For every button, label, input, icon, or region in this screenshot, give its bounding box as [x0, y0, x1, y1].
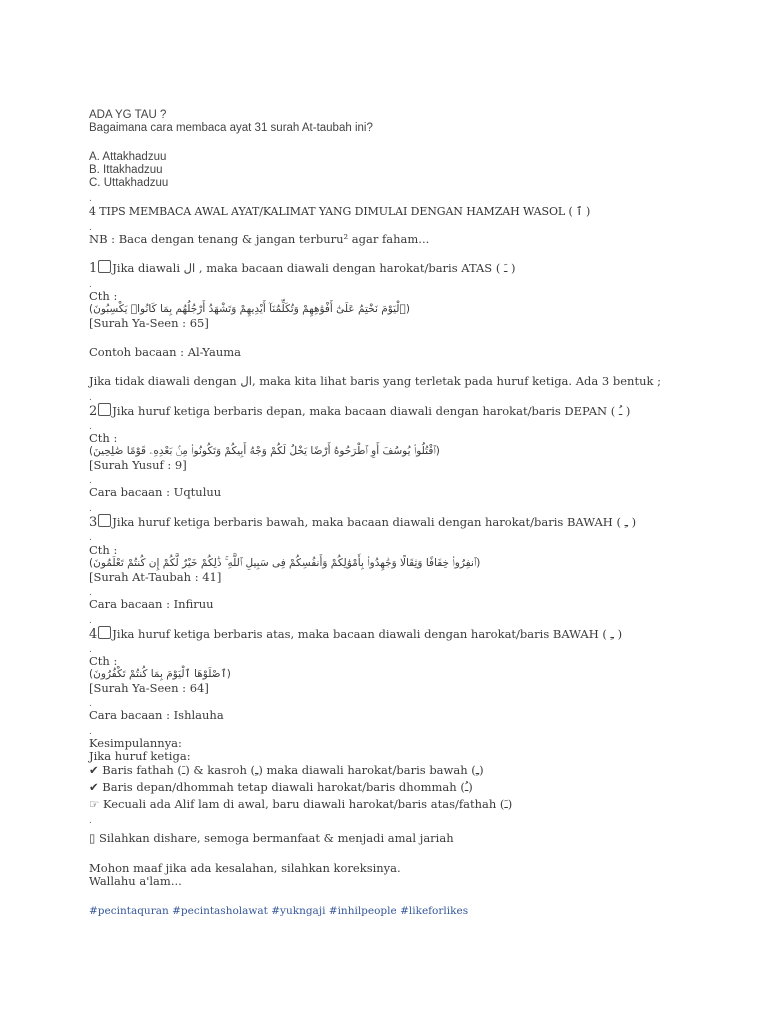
separator-dot: .: [89, 816, 92, 826]
separator-dot: .: [89, 645, 92, 655]
question-text: Bagaimana cara membaca ayat 31 surah At-taubah ini?: [89, 122, 373, 134]
tip-3-number: 3: [89, 515, 98, 530]
hashtag-list: [89, 905, 468, 918]
closing-text: Wallahu a'lam...: [89, 874, 182, 888]
tip-3-ayat: (ٱنفِرُوا۟ خِفَافًا وَثِقَالًا وَجَٰهِدُوا۟ بِأَمْوَٰلِكُمْ وَأَنفُسِكُمْ فِى سَبِيلِ ٱللَّهِ ۚ ذَٰلِكُمْ خَيْرٌ لَّكُمْ إِن كُنتُمْ تَعْلَمُونَ): [89, 557, 481, 569]
cth-label: Cth :: [89, 654, 118, 668]
hashtag-pecintasholawat[interactable]: #pecintasholawat: [172, 905, 268, 917]
hashtag-inhilpeople[interactable]: #inhilpeople: [328, 905, 397, 917]
tip-2-number: 2: [89, 404, 98, 419]
box-icon: [98, 626, 111, 639]
tips-heading: 4 TIPS MEMBACA AWAL AYAT/KALIMAT YANG DIMULAI DENGAN HAMZAH WASOL ( ٱ ): [89, 205, 591, 218]
tip-1-example: Contoh bacaan : Al-Yauma: [89, 345, 242, 359]
separator-dot: .: [89, 476, 92, 486]
tip-1-text: Jika diawali ال , maka bacaan diawali dengan harokat/baris ATAS ( ـَ ): [112, 261, 516, 275]
separator-dot: .: [89, 393, 92, 403]
nb-note: NB : Baca dengan tenang & jangan terburu² agar faham...: [89, 232, 430, 246]
tip-2-ayat: (ٱقْتُلُوا۟ يُوسُفَ أَوِ ٱطْرَحُوهُ أَرْضًا يَخْلُ لَكُمْ وَجْهُ أَبِيكُمْ وَتَكُونُوا۟ مِنۢ بَعْدِهِۦ قَوْمًا صَٰلِحِينَ): [89, 445, 440, 457]
separator-dot: .: [89, 727, 92, 737]
tip-4-number: 4: [89, 627, 98, 642]
tip-4-ayat: (ٱصْلَوْهَا ٱلْيَوْمَ بِمَا كُنتُمْ تَكْفُرُونَ): [89, 668, 231, 680]
separator-dot: .: [89, 194, 92, 204]
separator-dot: .: [89, 533, 92, 543]
option-c: C. Uttakhadzuu: [89, 177, 169, 189]
tip-4: [89, 626, 622, 641]
tip-2-text: Jika huruf ketiga berbaris depan, maka bacaan diawali dengan harokat/baris DEPAN ( ـُ ): [112, 404, 631, 418]
intro-three-forms: Jika tidak diawali dengan ال, maka kita lihat baris yang terletak pada huruf ketiga. Ada 3 bentuk ;: [89, 374, 661, 388]
separator-dot: .: [89, 699, 92, 709]
box-icon: [98, 403, 111, 416]
tip-1-number: 1: [89, 261, 98, 276]
tip-4-example: Cara bacaan : Ishlauha: [89, 708, 224, 722]
conclusion-subheading: Jika huruf ketiga:: [89, 749, 191, 763]
conclusion-exception: ☞ Kecuali ada Alif lam di awal, baru diawali harokat/baris atas/fathah (ـَ): [89, 797, 513, 811]
conclusion-point-1: ✔ Baris fathah (ـَ) & kasroh (ـِ) maka diawali harokat/baris bawah (ـِ): [89, 763, 484, 777]
tip-3: [89, 514, 636, 529]
separator-dot: .: [89, 504, 92, 514]
share-request: ▯ Silahkan dishare, semoga bermanfaat & menjadi amal jariah: [89, 831, 454, 845]
tip-1: [89, 260, 516, 275]
separator-dot: .: [89, 223, 92, 233]
tip-1-ayat: (ٱلْيَوْمَ نَخْتِمُ عَلَىٰٓ أَفْوَٰهِهِمْ وَتُكَلِّمُنَآ أَيْدِيهِمْ وَتَشْهَدُ أَرْجُلُهُم بِمَا كَانُوا۟ يَكْسِبُونَ): [89, 303, 410, 315]
tip-3-text: Jika huruf ketiga berbaris bawah, maka bacaan diawali dengan harokat/baris BAWAH ( ـِ ): [112, 515, 637, 529]
tip-2: [89, 403, 630, 418]
tip-2-reference: [Surah Yusuf : 9]: [89, 458, 187, 472]
tip-4-reference: [Surah Ya-Seen : 64]: [89, 681, 209, 695]
apology-text: Mohon maaf jika ada kesalahan, silahkan koreksinya.: [89, 861, 401, 875]
conclusion-heading: Kesimpulannya:: [89, 736, 182, 750]
cth-label: Cth :: [89, 431, 118, 445]
tip-2-example: Cara bacaan : Uqtuluu: [89, 485, 222, 499]
hashtag-pecintaquran[interactable]: #pecintaquran: [89, 905, 169, 917]
hashtag-yukngaji[interactable]: #yukngaji: [271, 905, 326, 917]
cth-label: Cth :: [89, 289, 118, 303]
separator-dot: .: [89, 588, 92, 598]
box-icon: [98, 514, 111, 527]
separator-dot: .: [89, 280, 92, 290]
separator-dot: .: [89, 422, 92, 432]
conclusion-point-2: ✔ Baris depan/dhommah tetap diawali harokat/baris dhommah (ـُ): [89, 780, 473, 794]
cth-label: Cth :: [89, 543, 118, 557]
option-b: B. Ittakhadzuu: [89, 164, 163, 176]
tip-1-reference: [Surah Ya-Seen : 65]: [89, 316, 209, 330]
tip-4-text: Jika huruf ketiga berbaris atas, maka bacaan diawali dengan harokat/baris BAWAH ( ـِ ): [112, 627, 623, 641]
tip-3-example: Cara bacaan : Infiruu: [89, 597, 214, 611]
hashtag-likeforlikes[interactable]: #likeforlikes: [400, 905, 469, 917]
separator-dot: .: [89, 616, 92, 626]
option-a: A. Attakhadzuu: [89, 151, 167, 163]
post-title: ADA YG TAU ?: [89, 109, 167, 121]
box-icon: [98, 260, 111, 273]
tip-3-reference: [Surah At-Taubah : 41]: [89, 570, 222, 584]
